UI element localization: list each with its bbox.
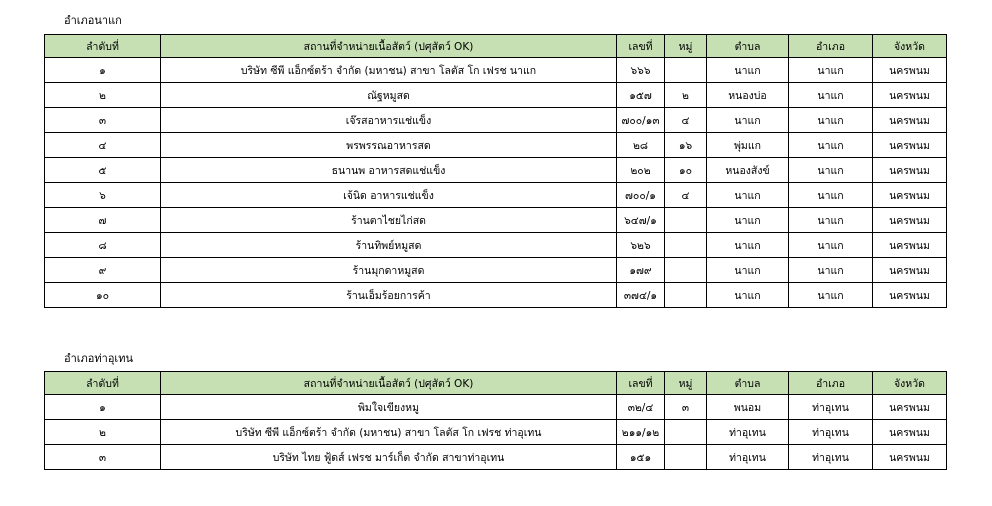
cell-amphoe: ท่าอุเทน	[789, 420, 873, 445]
table-row	[45, 83, 947, 108]
cell-tambon: นาแก	[707, 233, 789, 258]
cell-number: ๖๖๖	[617, 58, 665, 83]
cell-province: นครพนม	[873, 183, 947, 208]
vendors-table-naka	[44, 34, 947, 308]
cell-place: พิมใจเขียงหมู	[161, 395, 617, 420]
cell-number: ๗๐๐/๑๓	[617, 108, 665, 133]
header-no: ลำดับที่	[45, 35, 161, 58]
cell-moo: ๔	[665, 183, 707, 208]
cell-amphoe: นาแก	[789, 208, 873, 233]
cell-tambon: นาแก	[707, 283, 789, 308]
header-amphoe: อำเภอ	[789, 35, 873, 58]
cell-province: นครพนม	[873, 258, 947, 283]
cell-tambon: นาแก	[707, 183, 789, 208]
header-place: สถานที่จำหน่ายเนื้อสัตว์ (ปศุสัตว์ OK)	[161, 35, 617, 58]
cell-province: นครพนม	[873, 58, 947, 83]
table-row	[45, 133, 947, 158]
cell-place: ร้านมุกดาหมูสด	[161, 258, 617, 283]
table-row	[45, 108, 947, 133]
table-row	[45, 208, 947, 233]
cell-no: ๑	[45, 58, 161, 83]
cell-number: ๗๐๐/๑	[617, 183, 665, 208]
header-tambon: ตำบล	[707, 35, 789, 58]
header-moo: หมู่	[665, 372, 707, 395]
header-province: จังหวัด	[873, 372, 947, 395]
table-row	[45, 233, 947, 258]
table-row	[45, 283, 947, 308]
cell-province: นครพนม	[873, 445, 947, 470]
header-moo: หมู่	[665, 35, 707, 58]
table-row	[45, 58, 947, 83]
cell-moo	[665, 58, 707, 83]
cell-moo	[665, 208, 707, 233]
cell-province: นครพนม	[873, 395, 947, 420]
cell-place: ณัฐหมูสด	[161, 83, 617, 108]
cell-amphoe: นาแก	[789, 183, 873, 208]
cell-number: ๑๗๙	[617, 258, 665, 283]
header-number: เลขที่	[617, 35, 665, 58]
cell-no: ๘	[45, 233, 161, 258]
cell-province: นครพนม	[873, 158, 947, 183]
table-header-row	[45, 35, 947, 58]
header-no: ลำดับที่	[45, 372, 161, 395]
cell-province: นครพนม	[873, 420, 947, 445]
cell-moo	[665, 445, 707, 470]
cell-no: ๑๐	[45, 283, 161, 308]
cell-tambon: พนอม	[707, 395, 789, 420]
cell-place: ร้านตาไชยไก่สด	[161, 208, 617, 233]
cell-place: พรพรรณอาหารสด	[161, 133, 617, 158]
cell-amphoe: นาแก	[789, 233, 873, 258]
cell-amphoe: นาแก	[789, 83, 873, 108]
table-header-row	[45, 372, 947, 395]
cell-tambon: นาแก	[707, 258, 789, 283]
cell-no: ๒	[45, 420, 161, 445]
cell-amphoe: ท่าอุเทน	[789, 395, 873, 420]
cell-place: บริษัท ไทย ฟู้ดส์ เฟรช มาร์เก็ต จำกัด สาขาท่าอุเทน	[161, 445, 617, 470]
cell-no: ๕	[45, 158, 161, 183]
cell-place: บริษัท ซีพี แอ็กซ์ตร้า จำกัด (มหาชน) สาขา โลตัส โก เฟรช ท่าอุเทน	[161, 420, 617, 445]
cell-tambon: หนองบ่อ	[707, 83, 789, 108]
cell-province: นครพนม	[873, 108, 947, 133]
table-row	[45, 183, 947, 208]
cell-no: ๓	[45, 108, 161, 133]
cell-place: เจ๊รสอาหารแช่แข็ง	[161, 108, 617, 133]
cell-amphoe: นาแก	[789, 108, 873, 133]
cell-number: ๒๐๒	[617, 158, 665, 183]
table-row	[45, 445, 947, 470]
table-row	[45, 395, 947, 420]
cell-province: นครพนม	[873, 233, 947, 258]
vendors-table-tha-uthen	[44, 371, 947, 470]
cell-tambon: ท่าอุเทน	[707, 420, 789, 445]
cell-province: นครพนม	[873, 283, 947, 308]
cell-no: ๒	[45, 83, 161, 108]
cell-number: ๒๑๑/๑๒	[617, 420, 665, 445]
cell-amphoe: นาแก	[789, 283, 873, 308]
cell-amphoe: นาแก	[789, 133, 873, 158]
cell-moo	[665, 283, 707, 308]
cell-number: ๖๔๗/๑	[617, 208, 665, 233]
cell-number: ๑๕๗	[617, 83, 665, 108]
cell-no: ๓	[45, 445, 161, 470]
cell-moo	[665, 233, 707, 258]
cell-no: ๔	[45, 133, 161, 158]
cell-amphoe: นาแก	[789, 58, 873, 83]
cell-place: ร้านทิพย์หมูสด	[161, 233, 617, 258]
table-row	[45, 158, 947, 183]
header-number: เลขที่	[617, 372, 665, 395]
cell-amphoe: ท่าอุเทน	[789, 445, 873, 470]
cell-number: ๖๒๖	[617, 233, 665, 258]
cell-province: นครพนม	[873, 83, 947, 108]
table-row	[45, 258, 947, 283]
cell-tambon: นาแก	[707, 58, 789, 83]
cell-number: ๒๘	[617, 133, 665, 158]
cell-amphoe: นาแก	[789, 158, 873, 183]
cell-place: ธนานพ อาหารสดแช่แข็ง	[161, 158, 617, 183]
cell-moo: ๑๖	[665, 133, 707, 158]
cell-tambon: หนองสังข์	[707, 158, 789, 183]
section-title-tha-uthen: อำเภอท่าอุเทน	[64, 352, 133, 365]
cell-place: ร้านเอ็มร้อยการค้า	[161, 283, 617, 308]
cell-number: ๓๒/๔	[617, 395, 665, 420]
header-province: จังหวัด	[873, 35, 947, 58]
header-place: สถานที่จำหน่ายเนื้อสัตว์ (ปศุสัตว์ OK)	[161, 372, 617, 395]
cell-number: ๑๕๑	[617, 445, 665, 470]
cell-province: นครพนม	[873, 133, 947, 158]
cell-no: ๖	[45, 183, 161, 208]
cell-place: บริษัท ซีพี แอ็กซ์ตร้า จำกัด (มหาชน) สาขา โลตัส โก เฟรช นาแก	[161, 58, 617, 83]
cell-moo	[665, 420, 707, 445]
cell-moo: ๑๐	[665, 158, 707, 183]
cell-amphoe: นาแก	[789, 258, 873, 283]
cell-tambon: ท่าอุเทน	[707, 445, 789, 470]
cell-moo: ๒	[665, 83, 707, 108]
cell-moo: ๔	[665, 108, 707, 133]
cell-no: ๗	[45, 208, 161, 233]
cell-place: เจ้นิด อาหารแช่แข็ง	[161, 183, 617, 208]
cell-province: นครพนม	[873, 208, 947, 233]
cell-moo: ๓	[665, 395, 707, 420]
cell-number: ๓๗๔/๑	[617, 283, 665, 308]
cell-no: ๙	[45, 258, 161, 283]
cell-tambon: พุ่มแก	[707, 133, 789, 158]
cell-tambon: นาแก	[707, 108, 789, 133]
cell-no: ๑	[45, 395, 161, 420]
cell-tambon: นาแก	[707, 208, 789, 233]
header-tambon: ตำบล	[707, 372, 789, 395]
cell-moo	[665, 258, 707, 283]
table-row	[45, 420, 947, 445]
section-title-naka: อำเภอนาแก	[64, 14, 122, 27]
header-amphoe: อำเภอ	[789, 372, 873, 395]
